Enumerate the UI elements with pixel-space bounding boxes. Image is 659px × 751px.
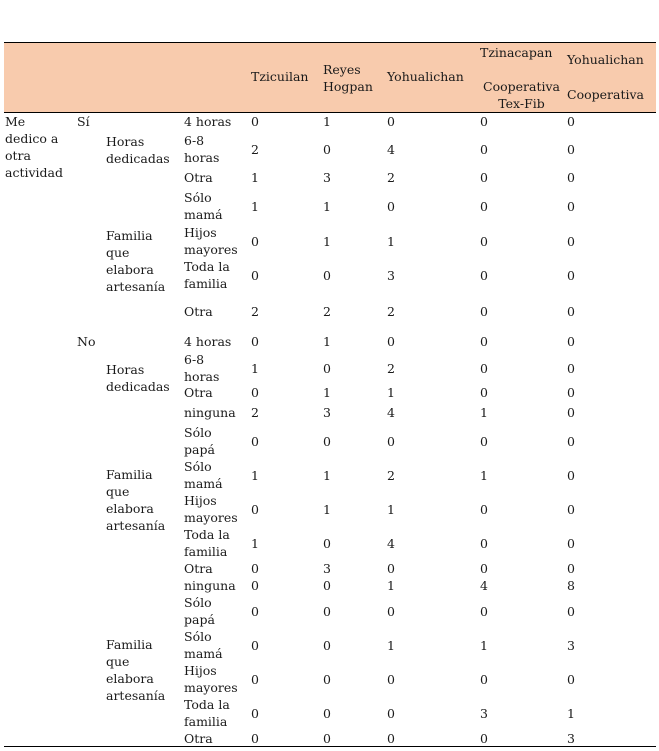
table-cell: 1	[480, 405, 488, 420]
table-cell: 1	[323, 198, 331, 214]
table-cell: 1	[567, 705, 575, 721]
table-cell: 0	[480, 334, 488, 349]
table-cell: 3	[323, 561, 331, 576]
table-cell: 4	[480, 578, 488, 593]
subgroup-label: Familia que elabora artesanía	[106, 637, 166, 703]
table-cell: 0	[567, 467, 575, 483]
table-cell: 0	[251, 561, 259, 576]
table-cell: 1	[323, 114, 331, 129]
table-cell: 0	[567, 671, 575, 687]
table-cell: 0	[387, 114, 395, 129]
table-cell: 0	[251, 731, 259, 746]
table-cell: 1	[387, 637, 395, 653]
table-cell: 4	[387, 141, 395, 157]
row-label: ninguna	[184, 405, 236, 420]
table-cell: 0	[323, 731, 331, 746]
table-cell: 0	[480, 603, 488, 619]
header-yohualichan-2: Yohualichan	[567, 52, 644, 67]
table-cell: 0	[480, 671, 488, 687]
table-cell: 3	[480, 705, 488, 721]
table-cell: 0	[251, 637, 259, 653]
subgroup-label: Familia que elabora artesanía	[106, 228, 166, 294]
row-label: Otra	[184, 561, 213, 576]
table-cell: 1	[323, 467, 331, 483]
table-cell: 2	[251, 141, 259, 157]
row-label: 6-8 horas	[184, 352, 220, 384]
table-cell: 0	[567, 304, 575, 319]
row-label: Sólo mamá	[184, 190, 223, 222]
table-cell: 0	[323, 671, 331, 687]
table-cell: 1	[387, 385, 395, 400]
table-cell: 2	[387, 360, 395, 376]
table-cell: 0	[251, 501, 259, 517]
subgroup-label: Familia que elabora artesanía	[106, 467, 166, 533]
table-cell: 1	[251, 467, 259, 483]
table-cell: 1	[323, 385, 331, 400]
table-cell: 0	[567, 385, 575, 400]
table-cell: 1	[387, 233, 395, 249]
header-tzicuilan: Tzicuilan	[251, 69, 309, 84]
table-cell: 0	[480, 304, 488, 319]
row-label: Sólo mamá	[184, 629, 223, 661]
table-cell: 1	[323, 334, 331, 349]
table-cell: 0	[251, 385, 259, 400]
row-label: Hijos mayores	[184, 493, 238, 525]
subgroup-label: Horas dedicadas	[106, 134, 170, 166]
table-cell: 0	[323, 535, 331, 551]
table-cell: 0	[387, 334, 395, 349]
table-cell: 0	[480, 561, 488, 576]
header-tzinacapan: Tzinacapan	[480, 45, 553, 60]
table-cell: 0	[567, 267, 575, 283]
row-label: Hijos mayores	[184, 663, 238, 695]
table-cell: 3	[567, 731, 575, 746]
row-label: 4 horas	[184, 334, 232, 349]
table-cell: 1	[251, 198, 259, 214]
table-cell: 0	[387, 561, 395, 576]
table-cell: 0	[251, 334, 259, 349]
table-cell: 0	[251, 233, 259, 249]
header-yohualichan: Yohualichan	[387, 69, 464, 84]
table-cell: 0	[480, 267, 488, 283]
table-cell: 0	[567, 561, 575, 576]
table-cell: 0	[251, 578, 259, 593]
table-cell: 2	[323, 304, 331, 319]
table-cell: 0	[567, 535, 575, 551]
table-cell: 0	[567, 233, 575, 249]
table-cell: 0	[480, 141, 488, 157]
table-bottom-rule	[4, 746, 656, 747]
table-cell: 0	[567, 141, 575, 157]
row-label: Otra	[184, 731, 213, 746]
table-cell: 2	[387, 467, 395, 483]
group-label-no: No	[77, 334, 96, 349]
header-reyes-hogpan: Reyes Hogpan	[323, 62, 373, 94]
table-cell: 2	[251, 304, 259, 319]
table-cell: 2	[387, 170, 395, 185]
table-cell: 0	[251, 705, 259, 721]
table-cell: 0	[480, 501, 488, 517]
table-cell: 0	[480, 233, 488, 249]
table-cell: 0	[323, 637, 331, 653]
table-cell: 0	[480, 535, 488, 551]
table-cell: 0	[480, 198, 488, 214]
table-cell: 0	[480, 433, 488, 449]
table-cell: 0	[323, 603, 331, 619]
table-cell: 0	[567, 603, 575, 619]
group-label-si: Sí	[77, 114, 90, 129]
table-cell: 0	[251, 671, 259, 687]
table-cell: 0	[480, 170, 488, 185]
table-cell: 0	[567, 334, 575, 349]
table-cell: 2	[387, 304, 395, 319]
row-label: Toda la familia	[184, 527, 230, 559]
table-cell: 3	[323, 405, 331, 420]
table-cell: 0	[567, 501, 575, 517]
header-tzinacapan-sub: Cooperativa Tex-Fib	[483, 79, 560, 111]
table-cell: 0	[480, 114, 488, 129]
row-label: 6-8 horas	[184, 133, 220, 165]
table-cell: 0	[323, 141, 331, 157]
table-cell: 0	[567, 170, 575, 185]
table-cell: 0	[387, 433, 395, 449]
table-cell: 3	[387, 267, 395, 283]
table-cell: 0	[567, 360, 575, 376]
row-label: Hijos mayores	[184, 225, 238, 257]
table-cell: 0	[480, 360, 488, 376]
row-label: Otra	[184, 304, 213, 319]
table-cell: 8	[567, 578, 575, 593]
table-cell: 0	[387, 603, 395, 619]
table-cell: 1	[251, 360, 259, 376]
table-cell: 0	[567, 198, 575, 214]
row-label: Sólo mamá	[184, 459, 223, 491]
table-cell: 0	[567, 114, 575, 129]
row-label: Otra	[184, 385, 213, 400]
row-label: ninguna	[184, 578, 236, 593]
table-cell: 1	[251, 535, 259, 551]
table-cell: 0	[251, 603, 259, 619]
table-cell: 3	[323, 170, 331, 185]
table-cell: 1	[387, 501, 395, 517]
table-cell: 0	[567, 433, 575, 449]
table-cell: 0	[251, 433, 259, 449]
table-cell: 0	[323, 578, 331, 593]
table-cell: 0	[387, 705, 395, 721]
table-cell: 0	[251, 114, 259, 129]
table-cell: 1	[323, 501, 331, 517]
row-label: Toda la familia	[184, 259, 230, 291]
table-cell: 0	[323, 267, 331, 283]
first-column-label: Me dedico a otra actividad	[5, 114, 63, 180]
table-cell: 3	[567, 637, 575, 653]
table-cell: 1	[323, 233, 331, 249]
row-label: Sólo papá	[184, 595, 215, 627]
table-cell: 0	[387, 198, 395, 214]
table-cell: 0	[323, 433, 331, 449]
table-cell: 0	[567, 405, 575, 420]
table-cell: 1	[480, 467, 488, 483]
row-label: Toda la familia	[184, 697, 230, 729]
row-label: 4 horas	[184, 114, 232, 129]
table-cell: 0	[323, 360, 331, 376]
subgroup-label: Horas dedicadas	[106, 362, 170, 394]
table-cell: 4	[387, 535, 395, 551]
table-cell: 0	[387, 731, 395, 746]
table-cell: 0	[480, 731, 488, 746]
table-cell: 4	[387, 405, 395, 420]
table-cell: 0	[480, 385, 488, 400]
table-cell: 0	[323, 705, 331, 721]
table-cell: 0	[251, 267, 259, 283]
table-cell: 0	[387, 671, 395, 687]
table-cell: 2	[251, 405, 259, 420]
table-cell: 1	[251, 170, 259, 185]
row-label: Otra	[184, 170, 213, 185]
table-cell: 1	[480, 637, 488, 653]
header-yohualichan-2-sub: Cooperativa	[567, 87, 644, 102]
table-cell: 1	[387, 578, 395, 593]
row-label: Sólo papá	[184, 425, 215, 457]
